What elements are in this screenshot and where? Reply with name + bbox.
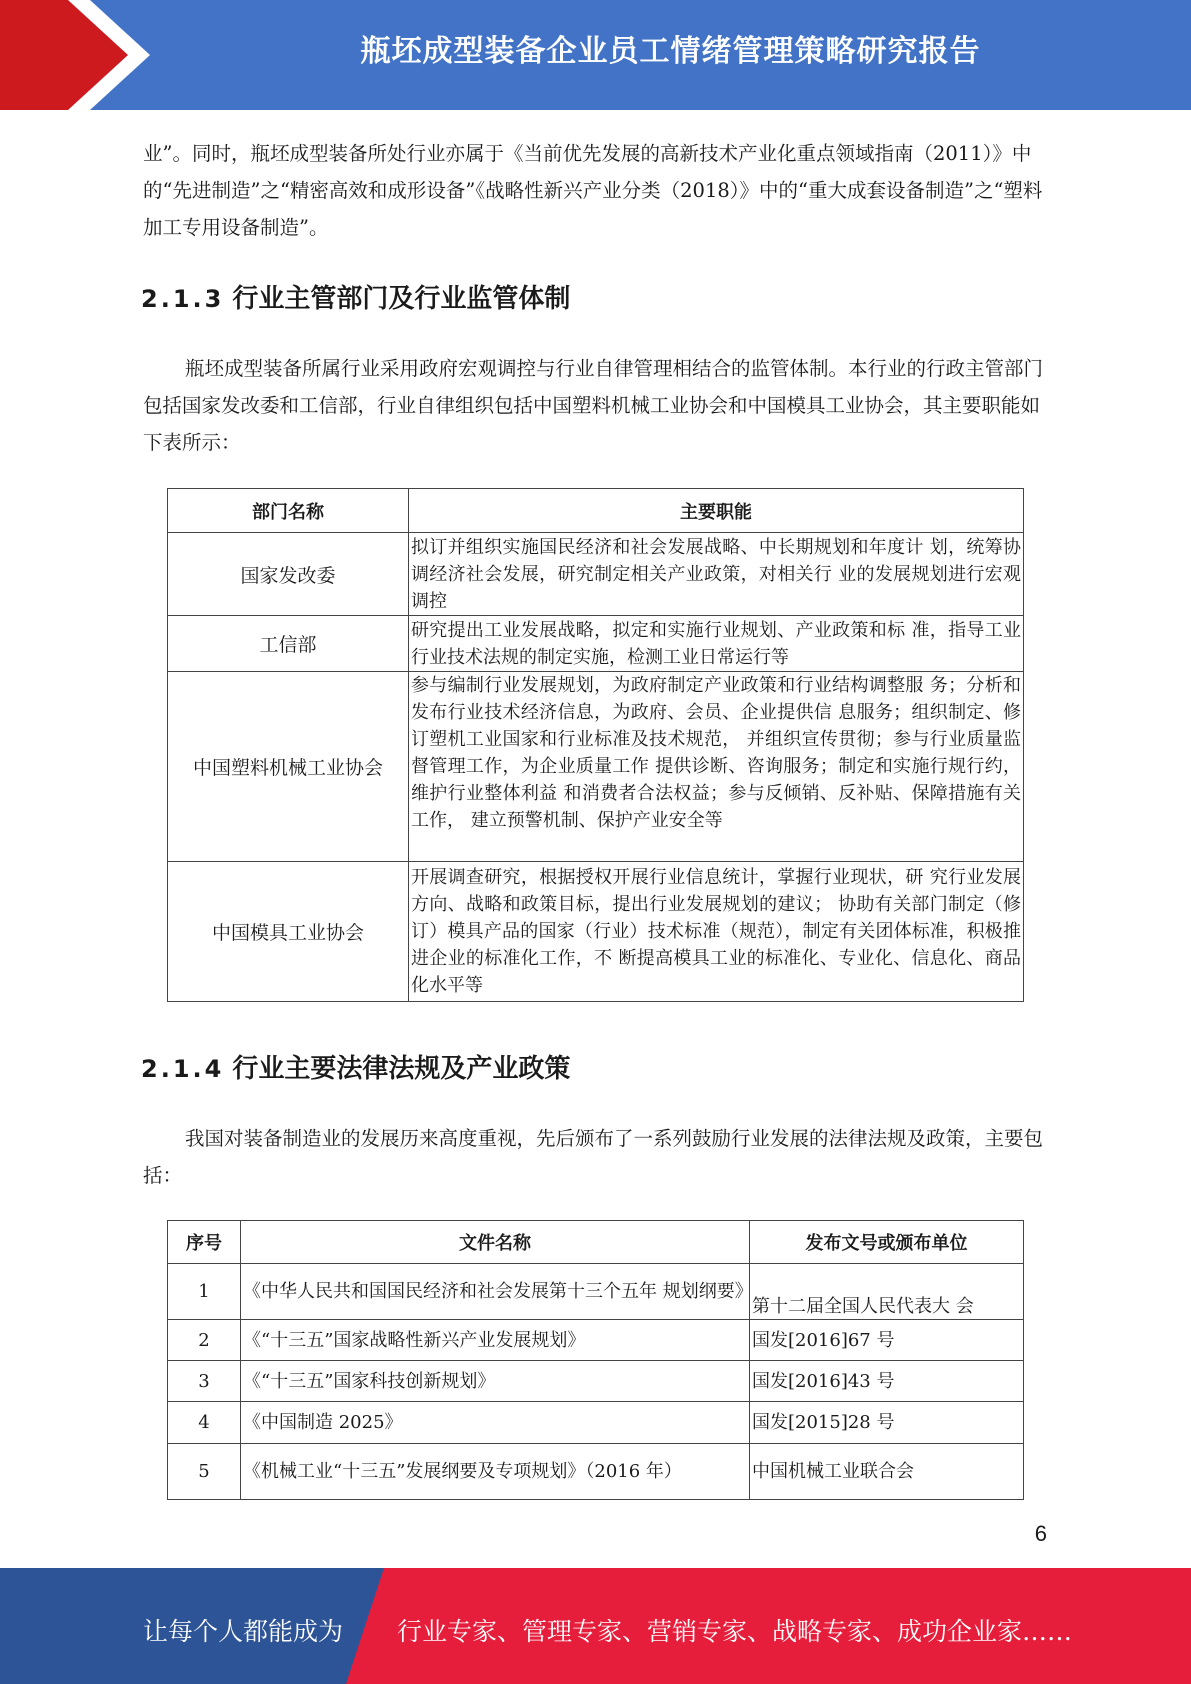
issuer: 国发[2015]28 号 bbox=[750, 1402, 1024, 1444]
document-name: 《“十三五”国家科技创新规划》 bbox=[241, 1361, 750, 1402]
issuer: 中国机械工业联合会 bbox=[750, 1444, 1024, 1500]
issuer: 国发[2016]43 号 bbox=[750, 1361, 1024, 1402]
row-index: 1 bbox=[168, 1264, 241, 1320]
intro-paragraph: 业”。同时，瓶坯成型装备所处行业亦属于《当前优先发展的高新技术产业化重点领域指南（2011）》中的“先进制造”之“精密高效和成形设备”《战略性新兴产业分类（2018）》中的“重大成套设备制造”之“塑料加工专用设备制造”。 bbox=[143, 142, 1043, 239]
table-row bbox=[168, 616, 1024, 672]
dept-cell: 中国模具工业协会 bbox=[168, 862, 409, 1002]
section-2-1-4-paragraph: 我国对装备制造业的发展历来高度重视，先后颁布了一系列鼓励行业发展的法律法规及政策，主要包括： bbox=[143, 1127, 1044, 1187]
page-number: 6 bbox=[1034, 1521, 1047, 1546]
row-index: 4 bbox=[168, 1402, 241, 1444]
dept-cell: 国家发改委 bbox=[168, 533, 409, 616]
table-row bbox=[168, 1320, 1024, 1361]
func-cell: 研究提出工业发展战略，拟定和实施行业规划、产业政策和标 准，指导工业行业技术法规的制定实施，检测工业日常运行等 bbox=[409, 616, 1024, 672]
row-index: 5 bbox=[168, 1444, 241, 1500]
table-row bbox=[168, 1444, 1024, 1500]
report-title: 瓶坯成型装备企业员工情绪管理策略研究报告 bbox=[360, 34, 981, 69]
table-header-row bbox=[168, 1221, 1024, 1264]
policies-table bbox=[167, 1220, 1024, 1500]
dept-cell: 中国塑料机械工业协会 bbox=[168, 672, 409, 862]
column-header: 部门名称 bbox=[168, 489, 409, 533]
section-heading-2-1-4 bbox=[141, 1048, 570, 1085]
section-2-1-3-paragraph: 瓶坯成型装备所属行业采用政府宏观调控与行业自律管理相结合的监管体制。本行业的行政主管部门包括国家发改委和工信部，行业自律组织包括中国塑料机械工业协会和中国模具工业协会，其主要职能如下表所示： bbox=[143, 357, 1044, 454]
regulatory-bodies-table bbox=[167, 488, 1024, 1002]
section-title: 行业主管部门及行业监管体制 bbox=[232, 284, 571, 314]
section-title: 行业主要法律法规及产业政策 bbox=[232, 1054, 571, 1084]
func-cell: 开展调查研究，根据授权开展行业信息统计，掌握行业现状，研 究行业发展方向、战略和政策目标，提出行业发展规划的建议； 协助有关部门制定（修订）模具产品的国家（行业）技术标准（规范），制定有关团体标准，积极推进企业的标准化工作，不 断提高模具工业的标准化、专业化、信息化、商品化水平等 bbox=[409, 862, 1024, 1002]
page-footer bbox=[0, 1568, 1191, 1684]
section-number: 2.1.3 bbox=[141, 285, 225, 313]
column-header: 发布文号或颁布单位 bbox=[750, 1221, 1024, 1264]
table-header-row bbox=[168, 489, 1024, 533]
table-row bbox=[168, 1264, 1024, 1320]
table-row bbox=[168, 1402, 1024, 1444]
func-cell: 参与编制行业发展规划，为政府制定产业政策和行业结构调整服 务；分析和发布行业技术经济信息，为政府、会员、企业提供信 息服务；组织制定、修订塑机工业国家和行业标准及技术规范， 并组织宣传贯彻；参与行业质量监督管理工作，为企业质量工作 提供诊断、咨询服务；制定和实施行规行约，维护行业整体利益 和消费者合法权益；参与反倾销、反补贴、保障措施有关工作， 建立预警机制、保护产业安全等 bbox=[409, 672, 1024, 862]
table-row bbox=[168, 1361, 1024, 1402]
document-name: 《中华人民共和国国民经济和社会发展第十三个五年 规划纲要》 bbox=[241, 1264, 750, 1320]
footer-slogan-left: 让每个人都能成为 bbox=[143, 1617, 344, 1646]
dept-cell: 工信部 bbox=[168, 616, 409, 672]
row-index: 3 bbox=[168, 1361, 241, 1402]
footer-slogan-right: 行业专家、管理专家、营销专家、战略专家、成功企业家…… bbox=[397, 1617, 1073, 1646]
document-name: 《“十三五”国家战略性新兴产业发展规划》 bbox=[241, 1320, 750, 1361]
section-number: 2.1.4 bbox=[141, 1055, 225, 1083]
table-row bbox=[168, 672, 1024, 862]
column-header: 序号 bbox=[168, 1221, 241, 1264]
section-heading-2-1-3 bbox=[141, 278, 570, 315]
row-index: 2 bbox=[168, 1320, 241, 1361]
table-row bbox=[168, 533, 1024, 616]
issuer: 第十二届全国人民代表大 会 bbox=[750, 1264, 1024, 1320]
document-name: 《中国制造 2025》 bbox=[241, 1402, 750, 1444]
page-header bbox=[0, 0, 1191, 110]
table-row bbox=[168, 862, 1024, 1002]
column-header: 文件名称 bbox=[241, 1221, 750, 1264]
func-cell: 拟订并组织实施国民经济和社会发展战略、中长期规划和年度计 划，统筹协调经济社会发展，研究制定相关产业政策，对相关行 业的发展规划进行宏观调控 bbox=[409, 533, 1024, 616]
document-name: 《机械工业“十三五”发展纲要及专项规划》（2016 年） bbox=[241, 1444, 750, 1500]
column-header: 主要职能 bbox=[409, 489, 1024, 533]
issuer: 国发[2016]67 号 bbox=[750, 1320, 1024, 1361]
